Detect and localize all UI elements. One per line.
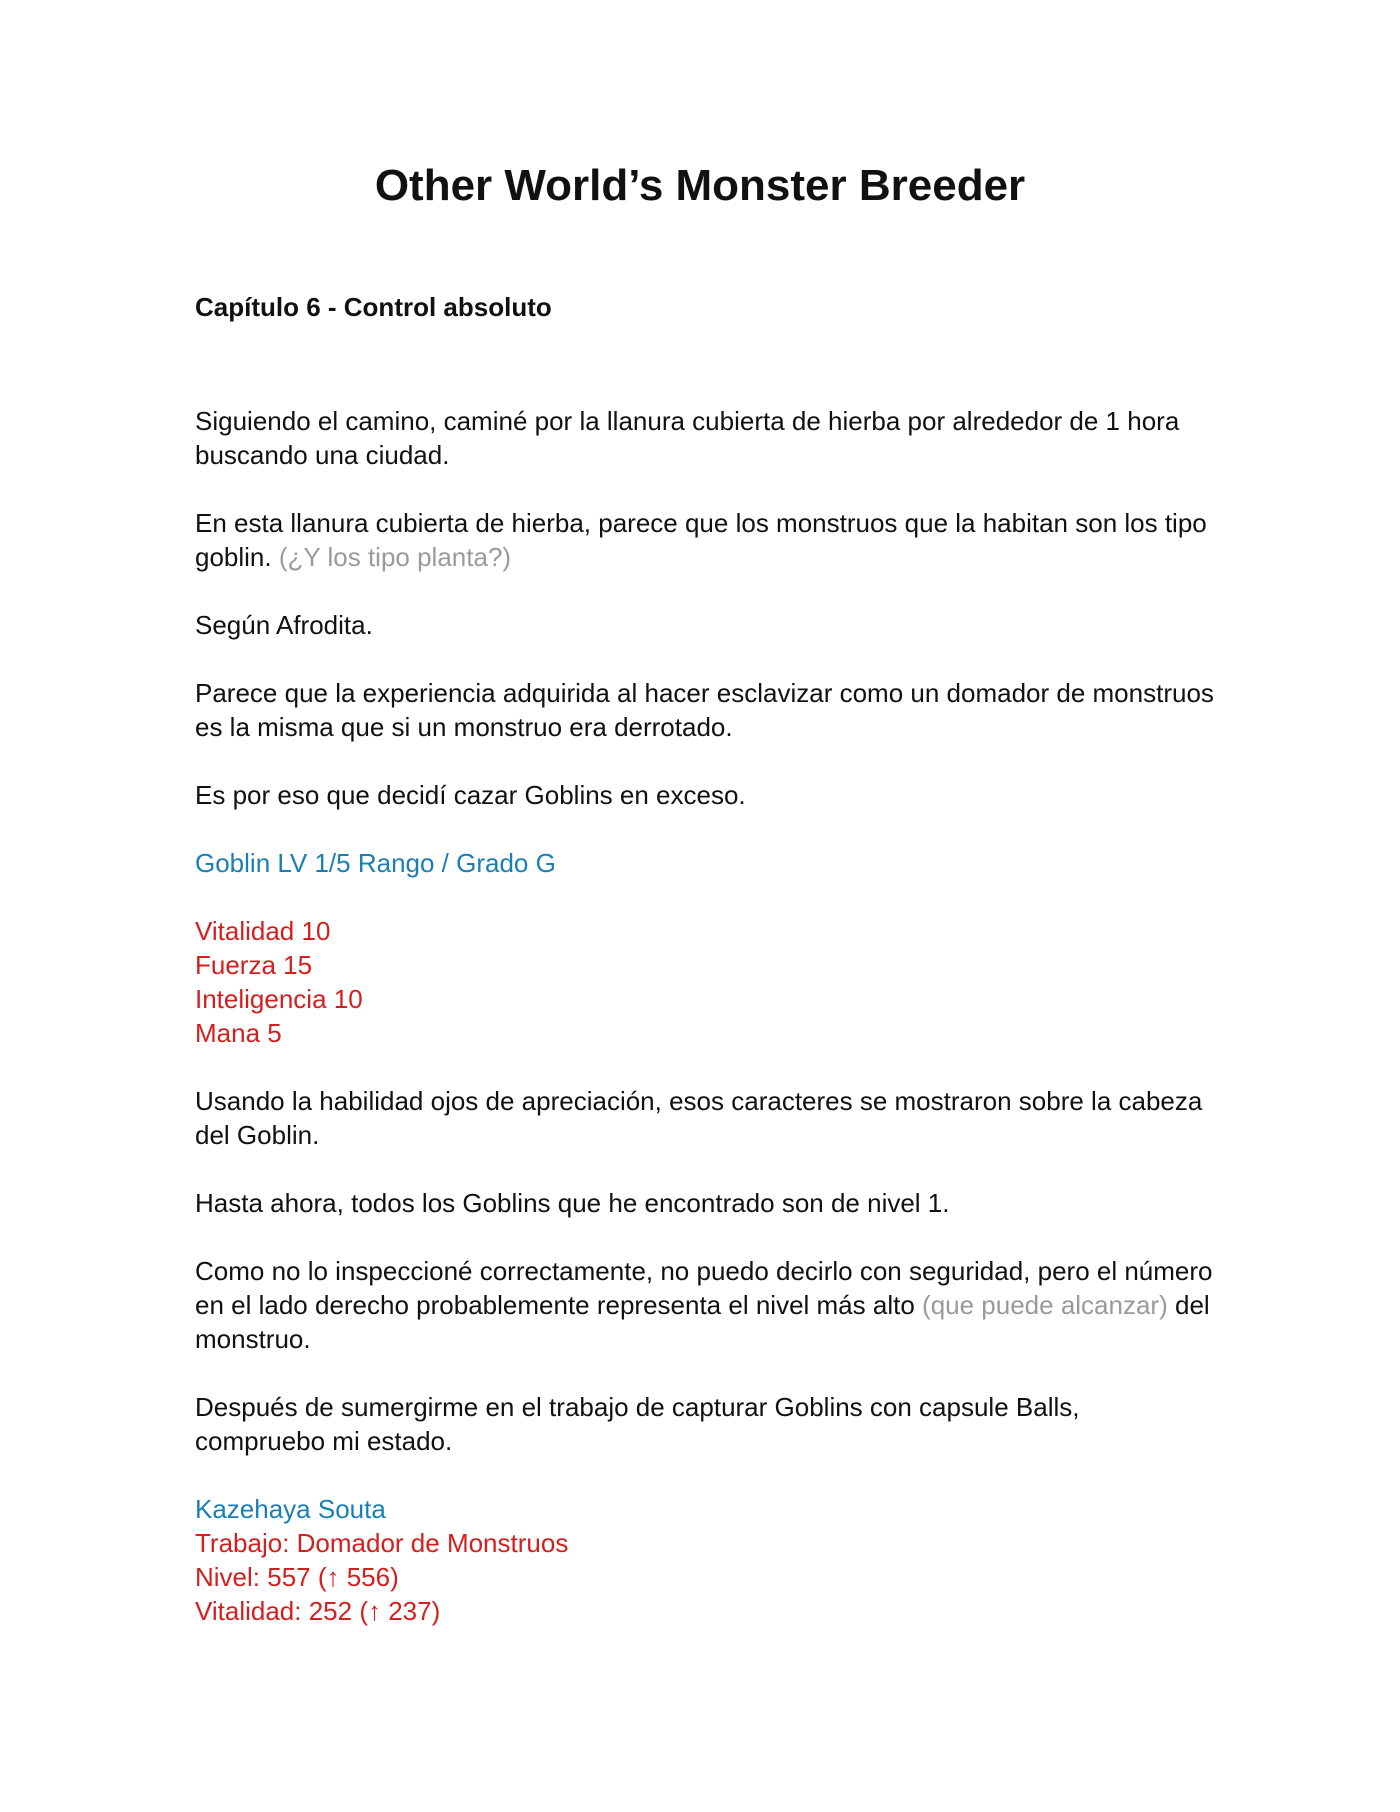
player-name: Kazehaya Souta xyxy=(195,1494,386,1524)
paragraph xyxy=(195,1254,1215,1356)
aside-note: (¿Y los tipo planta?) xyxy=(278,542,512,572)
status-line: Trabajo: Domador de Monstruos xyxy=(195,1528,569,1558)
status-line: Vitalidad: 252 (↑ 237) xyxy=(195,1596,441,1626)
player-status xyxy=(195,1492,1215,1628)
stat-line: Inteligencia 10 xyxy=(195,984,363,1014)
document-title: Other World’s Monster Breeder xyxy=(374,161,1026,210)
stat-line: Fuerza 15 xyxy=(195,950,313,980)
goblin-status-header: Goblin LV 1/5 Rango / Grado G xyxy=(195,848,556,878)
stat-line: Vitalidad 10 xyxy=(195,916,331,946)
aside-note: (que puede alcanzar) xyxy=(922,1290,1168,1320)
goblin-stats xyxy=(195,914,1215,1050)
paragraph: Parece que la experiencia adquirida al hacer esclavizar como un domador de monstruos es la misma que si un monstruo era derrotado. xyxy=(195,678,1214,742)
stat-line: Mana 5 xyxy=(195,1018,282,1048)
status-line: Nivel: 557 (↑ 556) xyxy=(195,1562,399,1592)
document-body xyxy=(195,290,1215,1628)
paragraph-text: Como no lo inspeccioné correctamente, no puedo decirlo con seguridad, pero el número en el lado derecho probablemente representa el nivel más alto xyxy=(195,1256,1213,1320)
paragraph: Siguiendo el camino, caminé por la llanura cubierta de hierba por alrededor de 1 hora buscando una ciudad. xyxy=(195,406,1180,470)
paragraph: Es por eso que decidí cazar Goblins en exceso. xyxy=(195,780,746,810)
paragraph xyxy=(195,506,1215,574)
paragraph: Usando la habilidad ojos de apreciación, esos caracteres se mostraron sobre la cabeza del Goblin. xyxy=(195,1086,1203,1150)
chapter-heading: Capítulo 6 - Control absoluto xyxy=(195,292,552,322)
paragraph-text: En esta llanura cubierta de hierba, parece que los monstruos que la habitan son los tipo goblin. xyxy=(195,508,1207,572)
paragraph: Hasta ahora, todos los Goblins que he encontrado son de nivel 1. xyxy=(195,1188,950,1218)
paragraph: Después de sumergirme en el trabajo de capturar Goblins con capsule Balls, compruebo mi estado. xyxy=(195,1392,1080,1456)
paragraph-text: del monstruo. xyxy=(195,1290,1210,1354)
paragraph: Según Afrodita. xyxy=(195,610,373,640)
